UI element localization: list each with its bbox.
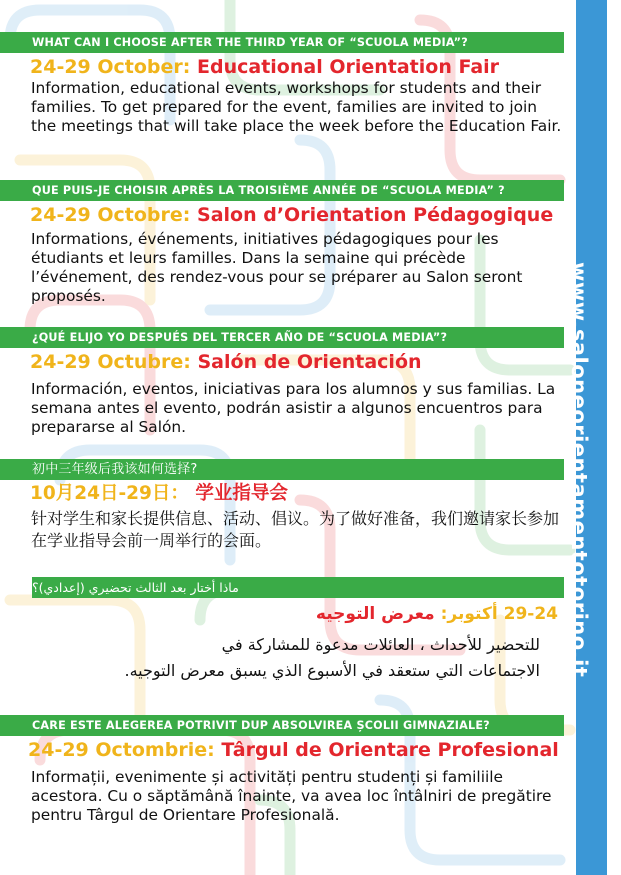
section-romanian [0,715,576,825]
headline [30,203,576,227]
event-title: 学业指导会 [195,483,288,504]
event-title: Târgul de Orientare Profesional [221,739,559,761]
event-date: 24-29 Octombrie: [28,739,215,761]
question-bar: WHAT CAN I CHOOSE AFTER THE THIRD YEAR OF “SCUOLA MEDIA”? [0,32,564,53]
body-line: للتحضير للأحداث ، العائلات مدعوة للمشاركة في [221,635,540,654]
event-title: معرض التوجيه [315,604,435,624]
section-body: Información, eventos, iniciativas para los alumnos y sus familias. La semana antes el evento, podrán asistir a algunos encuentros para prepararse al Salón. [31,380,556,436]
event-date: 24-29 Octobre: [30,204,191,226]
event-title: Salón de Orientación [197,351,422,373]
question-bar: ¿QUÉ ELIJO YO DESPUÉS DEL TERCER AÑO DE “SCUOLA MEDIA”? [0,327,564,348]
section-french [0,180,576,306]
headline [28,738,576,762]
question-bar: CARE ESTE ALEGEREA POTRIVIT DUP ABSOLVIREA ȘCOLII GIMNAZIALE? [0,715,564,736]
body-line: الاجتماعات التي ستعقد في الأسبوع الذي يسبق معرض التوجيه. [124,661,540,680]
section-body: 针对学生和家长提供信息、活动、倡议。为了做好准备，我们邀请家长参加在学业指导会前一周举行的会面。 [31,509,560,550]
section-spanish [0,327,576,437]
website-url[interactable]: www.saloneorientamentotorino.it [567,262,591,678]
section-english [0,32,576,136]
headline [0,602,558,626]
event-date: 10月24日-29日： [30,483,189,504]
event-date: 24-29 Octubre: [30,351,191,373]
question-bar: QUE PUIS-JE CHOISIR APRÈS LA TROISIÈME ANNÉE DE “SCUOLA MEDIA” ? [0,180,564,201]
section-arabic [0,577,576,684]
section-body: Information, educational events, workshops for students and their families. To get prepared for the event, families are invited to join the meetings that will take place the week before the Education Fair. [31,79,562,135]
question-bar: 初中三年级后我该如何选择? [0,459,564,480]
event-date: 24-29 October: [30,56,191,78]
section-chinese [0,459,576,552]
event-title: Salon d’Orientation Pédagogique [197,204,554,226]
question-bar: ماذا أختار بعد الثالث تحضيري (إعدادي)؟ [32,577,564,598]
headline [30,482,576,506]
event-title: Educational Orientation Fair [197,56,500,78]
section-body: Informations, événements, initiatives pédagogiques pour les étudiants et leurs familles. Dans la semaine qui précède l’événement, des rendez-vous pour se préparer au Salon seront proposés. [31,230,523,305]
section-body: Informații, evenimente și activități pentru studenți și familiile acestora. Cu o săptămână înainte, va avea loc întâlniri de pregătire pentru Târgul de Orientare Profesională. [31,768,552,824]
headline [30,350,576,374]
event-date: 29-24 أكتوبر: [440,604,558,624]
section-body [0,632,540,684]
headline [30,55,576,79]
